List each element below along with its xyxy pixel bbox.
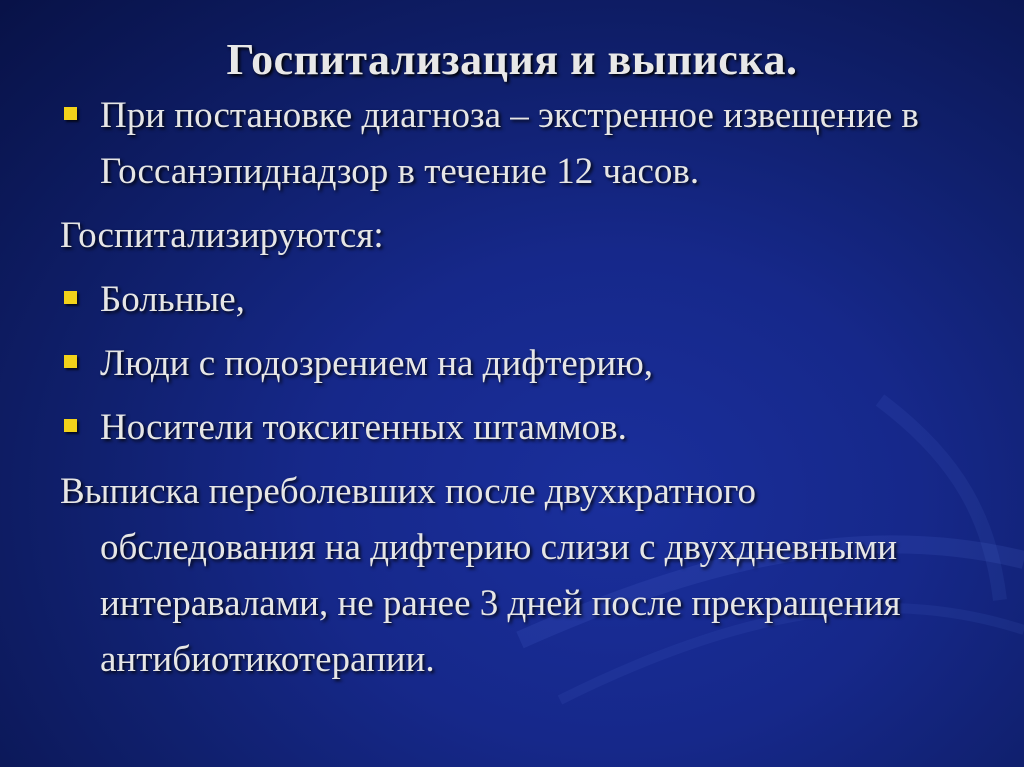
notification-bullet xyxy=(60,88,980,200)
bullet-square-icon xyxy=(64,419,77,432)
bullet-square-icon xyxy=(64,107,77,120)
bullet-square-icon xyxy=(64,355,77,368)
slide-title: Госпитализация и выписка. xyxy=(226,35,798,84)
list-item-text: Больные, xyxy=(100,279,245,320)
bullet-square-icon xyxy=(64,291,77,304)
slide-content xyxy=(60,88,980,696)
list-item-text: Люди с подозрением на дифтерию, xyxy=(100,343,654,384)
hospitalized-heading: Госпитализируются: xyxy=(60,215,384,256)
list-item xyxy=(60,272,980,328)
list-item-text: Носители токсигенных штаммов. xyxy=(100,407,627,448)
notification-text: При постановке диагноза – экстренное извещение в Госсанэпиднадзор в течение 12 часов. xyxy=(100,95,919,192)
list-item xyxy=(60,400,980,456)
discharge-paragraph: Выписка переболевших после двухкратного обследования на дифтерию слизи с двухдневными интеравалами, не ранее 3 дней после прекращения антибиотикотерапии. xyxy=(60,471,901,680)
list-item xyxy=(60,336,980,392)
